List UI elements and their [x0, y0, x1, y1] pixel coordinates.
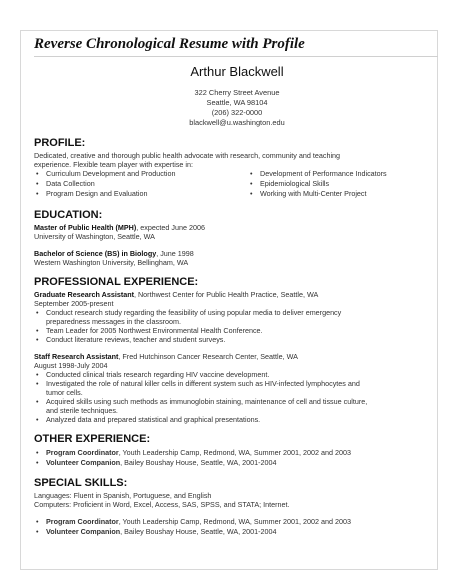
job-1-bullet-1-cont: preparedness messages in the classroom.: [46, 317, 182, 326]
job-2-dates: August 1998-July 2004: [34, 361, 108, 370]
profile-skill-right-3: • Working with Multi-Center Project: [250, 189, 367, 198]
job-2-bullet-4: • Analyzed data and prepared statistical and graphical presentations.: [36, 415, 261, 424]
profile-skill-left-3: • Program Design and Evaluation: [36, 189, 148, 198]
profile-text-1: Dedicated, creative and thorough public health advocate with research, community and teaching: [34, 151, 341, 160]
education-heading: EDUCATION:: [34, 209, 103, 221]
job-1-bullet-1: • Conduct research study regarding the feasibility of using popular media to deliver emergency: [36, 308, 342, 317]
special-item-2: • Volunteer Companion, Bailey Boushay House, Seattle, WA, 2001-2004: [36, 527, 277, 536]
contact-street: 322 Cherry Street Avenue: [194, 88, 280, 97]
job-2-title: Staff Research Assistant, Fred Hutchinson Cancer Research Center, Seattle, WA: [34, 352, 298, 361]
education-degree-1: Master of Public Health (MPH), expected June 2006: [34, 223, 205, 232]
profile-skill-right-1: • Development of Performance Indicators: [250, 169, 387, 178]
education-degree-2: Bachelor of Science (BS) in Biology, June 1998: [34, 249, 194, 258]
contact-city: Seattle, WA 98104: [206, 98, 268, 107]
job-2-bullet-2: • Investigated the role of natural killer cells in different system such as HIV-infected lymphocytes and: [36, 379, 360, 388]
profile-heading: PROFILE:: [34, 137, 86, 149]
profile-skill-left-1: • Curriculum Development and Production: [36, 169, 176, 178]
education-school-1: University of Washington, Seattle, WA: [34, 232, 155, 241]
other-item-1: • Program Coordinator, Youth Leadership Camp, Redmond, WA, Summer 2001, 2002 and 2003: [36, 448, 351, 457]
other-heading: OTHER EXPERIENCE:: [34, 433, 151, 445]
special-computers: Computers: Proficient in Word, Excel, Access, SAS, SPSS, and STATA; Internet.: [34, 500, 290, 509]
contact-email: blackwell@u.washington.edu: [189, 118, 285, 127]
candidate-name: Arthur Blackwell: [190, 64, 284, 79]
profile-skill-right-2: • Epidemiological Skills: [250, 179, 330, 188]
job-1-title: Graduate Research Assistant, Northwest Center for Public Health Practice, Seattle, WA: [34, 290, 319, 299]
profile-skill-left-2: • Data Collection: [36, 179, 95, 188]
title-divider: [34, 56, 438, 57]
job-1-bullet-2: • Team Leader for 2005 Northwest Environmental Health Conference.: [36, 326, 263, 335]
profile-text-2: experience. Flexible team player with expertise in:: [34, 160, 193, 169]
special-heading: SPECIAL SKILLS:: [34, 477, 128, 489]
job-2-bullet-3-cont: and sterile techniques.: [46, 406, 118, 415]
contact-phone: (206) 322-0000: [211, 108, 263, 117]
special-languages: Languages: Fluent in Spanish, Portuguese, and English: [34, 491, 212, 500]
professional-heading: PROFESSIONAL EXPERIENCE:: [34, 276, 199, 288]
job-2-bullet-1: • Conducted clinical trials research regarding HIV vaccine development.: [36, 370, 270, 379]
other-item-2: • Volunteer Companion, Bailey Boushay House, Seattle, WA, 2001-2004: [36, 458, 277, 467]
job-1-dates: September 2005-present: [34, 299, 114, 308]
job-1-bullet-3: • Conduct literature reviews, teacher and student surveys.: [36, 335, 226, 344]
special-item-1: • Program Coordinator, Youth Leadership Camp, Redmond, WA, Summer 2001, 2002 and 2003: [36, 517, 351, 526]
job-2-bullet-3: • Acquired skills using such methods as immunoglobin staining, maintenance of cell and tissue culture,: [36, 397, 368, 406]
page-title: Reverse Chronological Resume with Profile: [34, 36, 305, 52]
job-2-bullet-2-cont: tumor cells.: [46, 388, 83, 397]
education-school-2: Western Washington University, Bellingham, WA: [34, 258, 189, 267]
